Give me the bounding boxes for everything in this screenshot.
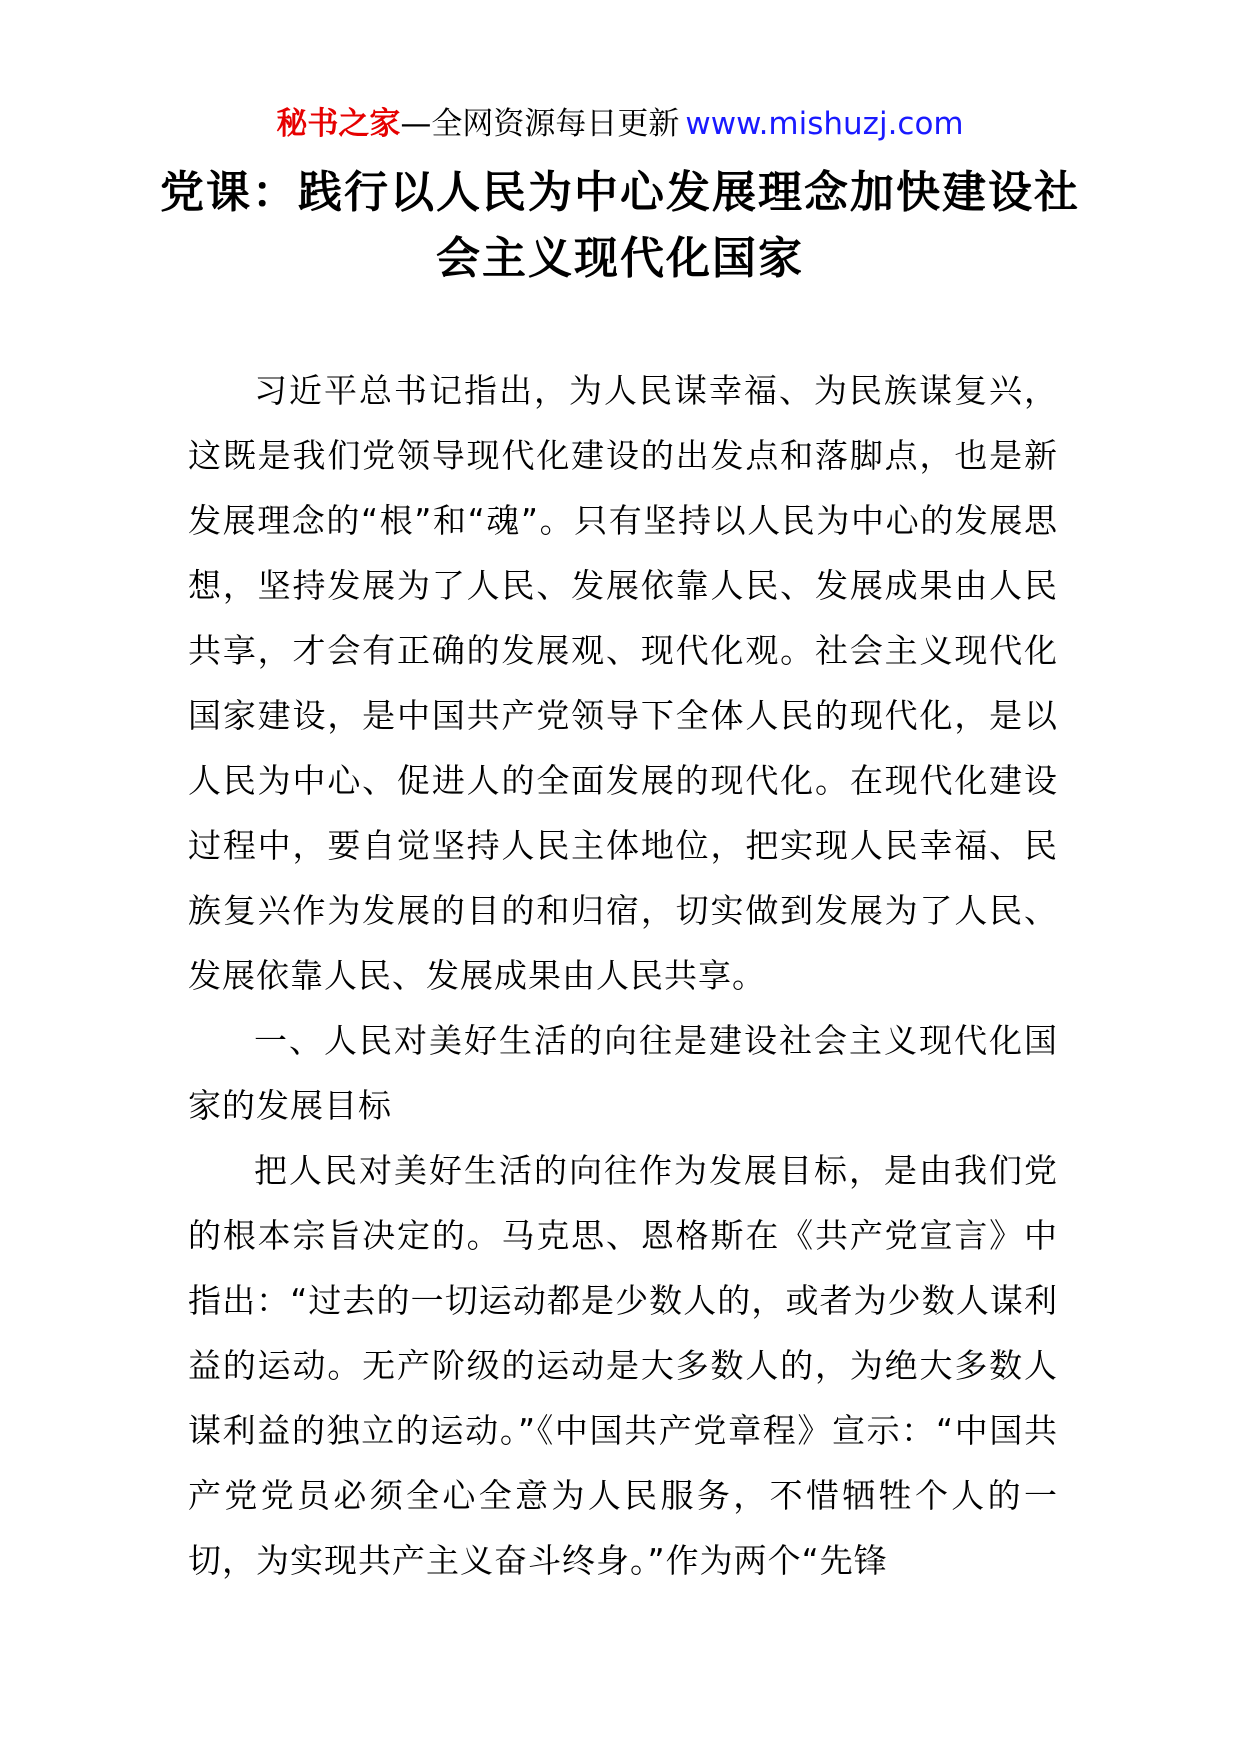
site-url-link[interactable]: www.mishuzj.com xyxy=(685,106,964,142)
document-title: 党课：践行以人民为中心发展理念加快建设社会主义现代化国家 xyxy=(160,167,1080,284)
paragraph: 把人民对美好生活的向往作为发展目标，是由我们党的根本宗旨决定的。马克思、恩格斯在《共产党宣言》中指出：“过去的一切运动都是少数人的，或者为少数人谋利益的运动。无产阶级的运动是大多数人的，为绝大多数人谋利益的独立的运动。”《中国共产党章程》宣示：“中国共产党党员必须全心全意为人民服务，不惜牺牲个人的一切，为实现共产主义奋斗终身。”作为两个“先锋 xyxy=(188,1151,1058,1580)
site-tagline: —全网资源每日更新 xyxy=(400,106,680,142)
document-body xyxy=(188,358,1058,1593)
section-heading: 一、人民对美好生活的向往是建设社会主义现代化国家的发展目标 xyxy=(188,1021,1058,1125)
site-header xyxy=(0,102,1240,146)
paragraph: 习近平总书记指出，为人民谋幸福、为民族谋复兴，这既是我们党领导现代化建设的出发点和落脚点，也是新发展理念的“根”和“魂”。只有坚持以人民为中心的发展思想，坚持发展为了人民、发展依靠人民、发展成果由人民共享，才会有正确的发展观、现代化观。社会主义现代化国家建设，是中国共产党领导下全体人民的现代化，是以人民为中心、促进人的全面发展的现代化。在现代化建设过程中，要自觉坚持人民主体地位，把实现人民幸福、民族复兴作为发展的目的和归宿，切实做到发展为了人民、发展依靠人民、发展成果由人民共享。 xyxy=(188,371,1058,995)
site-brand: 秘书之家 xyxy=(276,106,401,142)
